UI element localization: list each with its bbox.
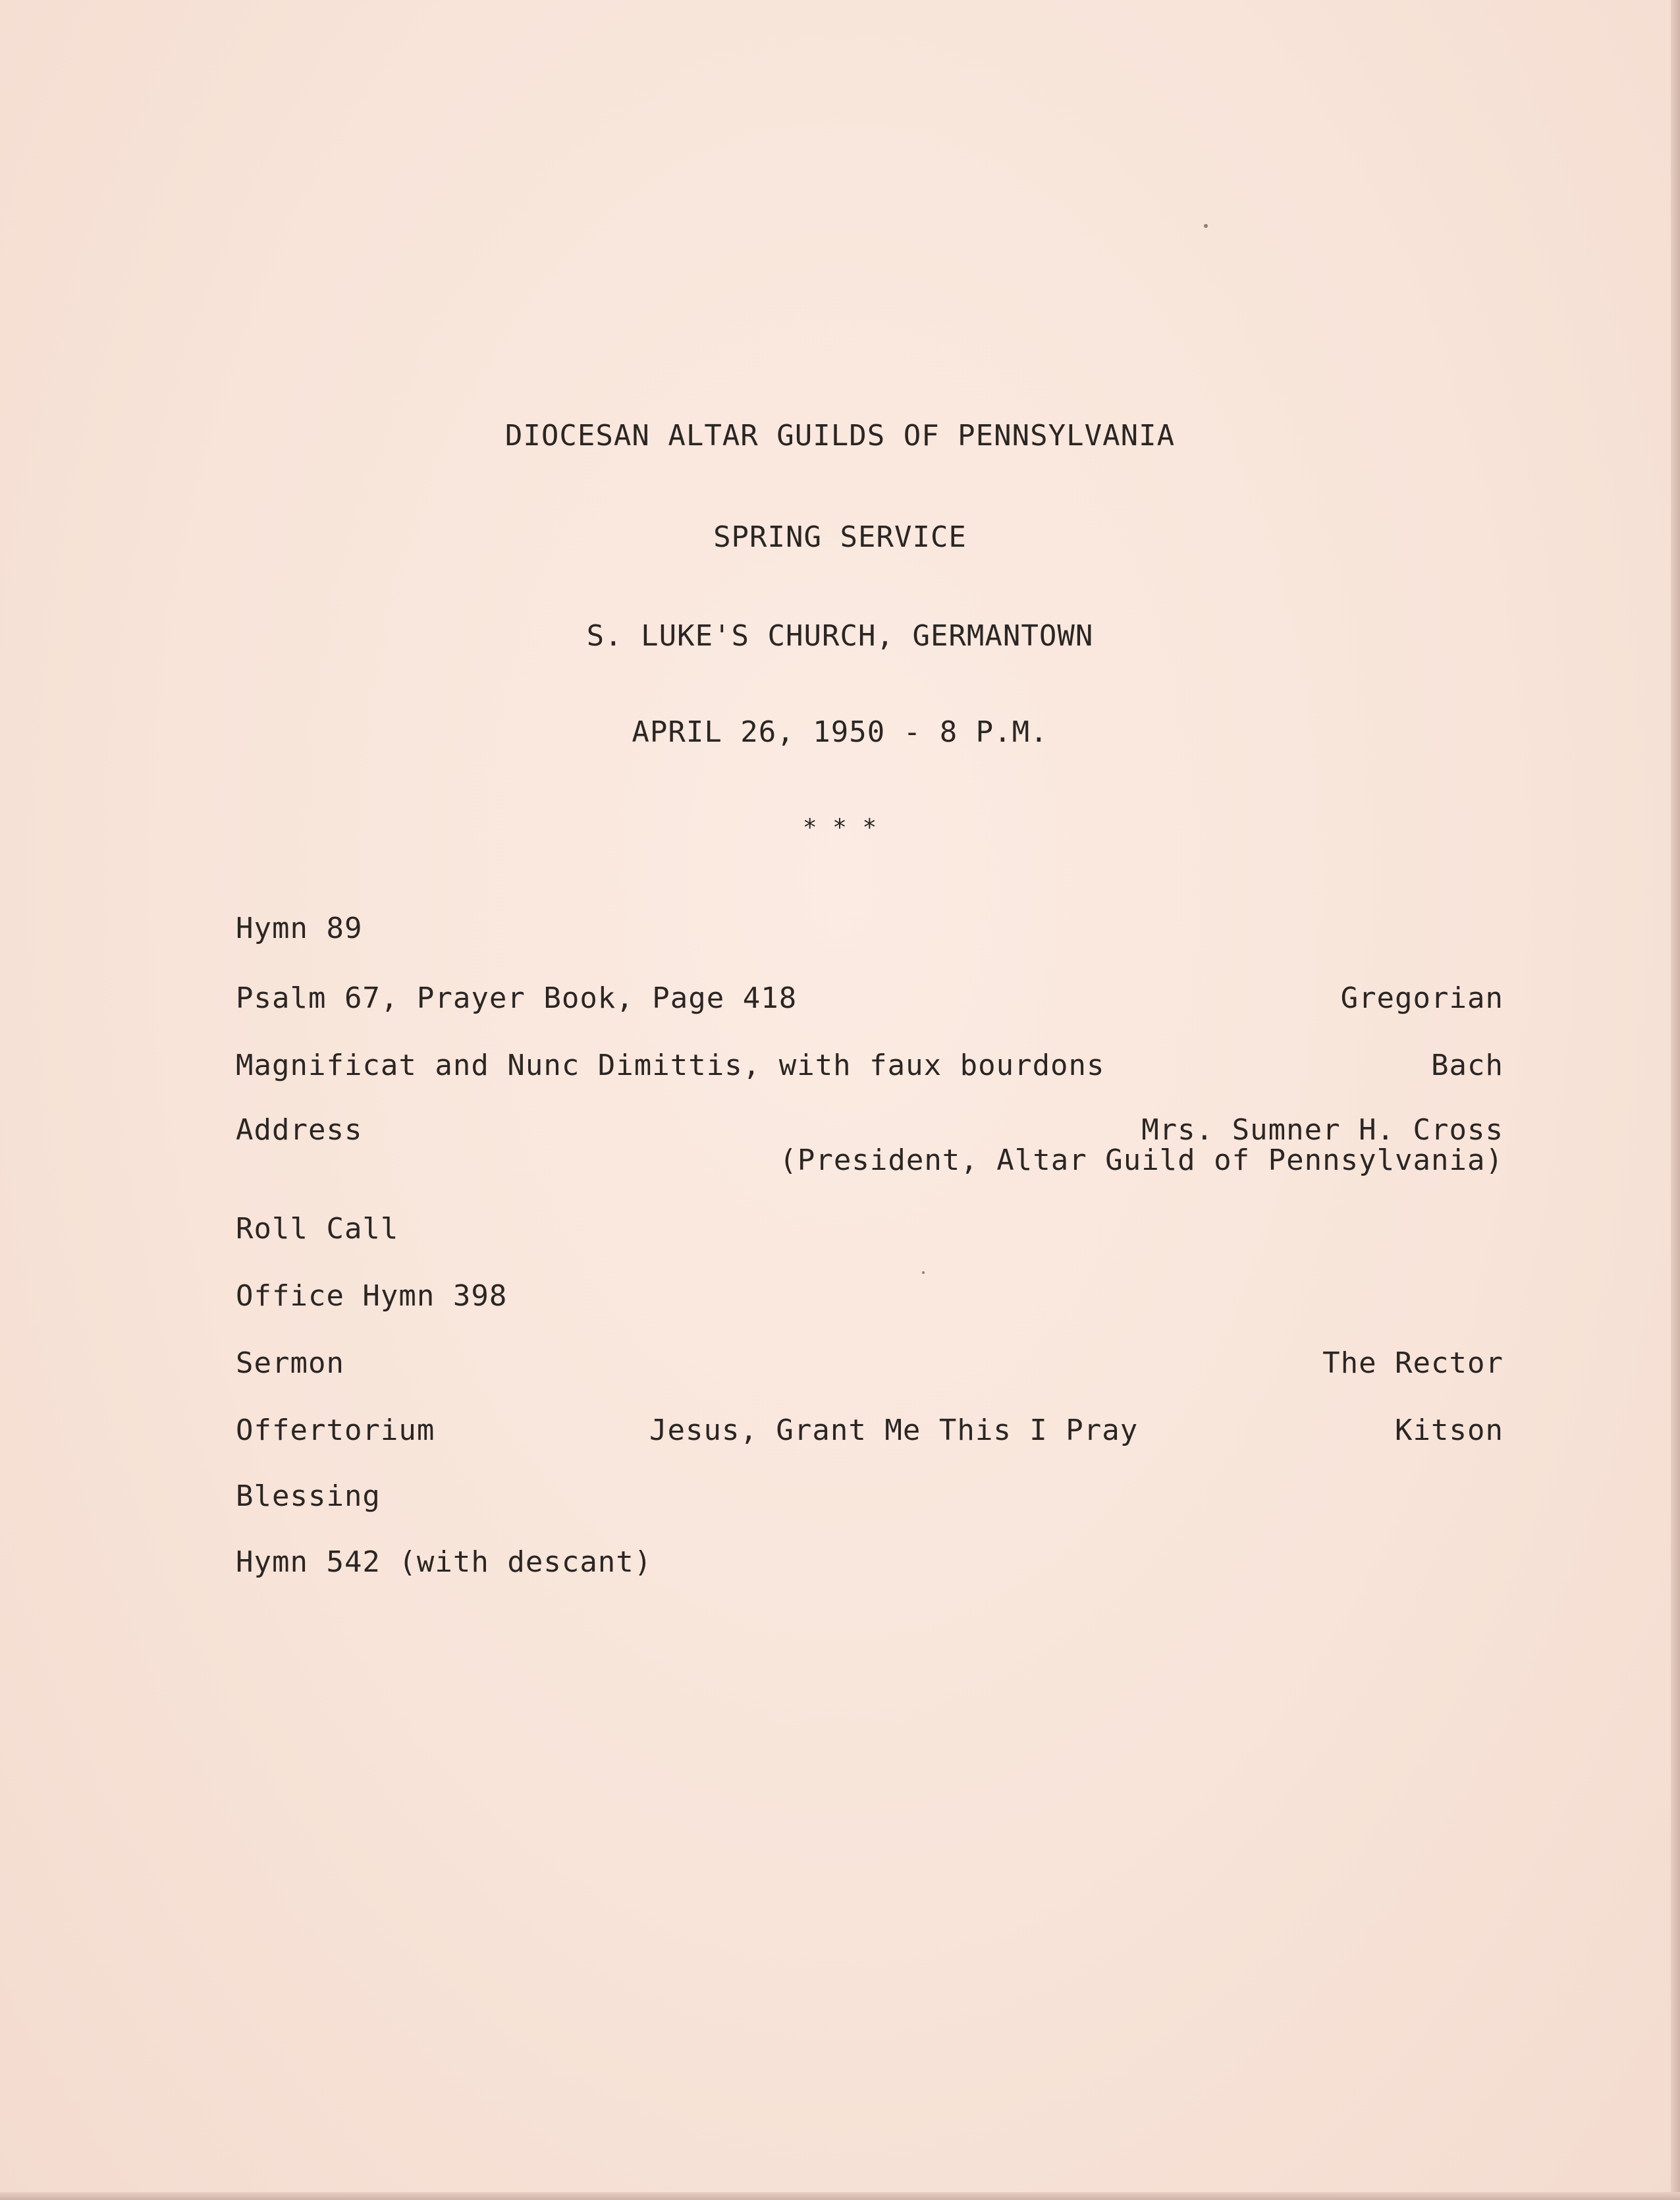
item-composer: Bach <box>1431 1049 1504 1082</box>
service-date: APRIL 26, 1950 - 8 P.M. <box>632 715 1048 749</box>
item-preacher: The Rector <box>1322 1346 1504 1380</box>
item-title: Office Hymn 398 <box>236 1279 508 1313</box>
item-title: Address <box>236 1113 363 1147</box>
program-item-psalm <box>236 981 1504 1021</box>
item-title: Psalm 67, Prayer Book, Page 418 <box>236 981 798 1015</box>
item-composer: Kitson <box>1395 1414 1504 1447</box>
item-title: Hymn 89 <box>236 912 363 945</box>
item-speaker-role: (President, Altar Guild of Pennsylvania) <box>779 1143 1504 1177</box>
program-item-magnificat <box>236 1049 1504 1088</box>
item-title: Sermon <box>236 1346 344 1380</box>
item-setting: Gregorian <box>1340 981 1504 1015</box>
item-title: Offertorium <box>236 1414 435 1447</box>
item-title: Hymn 542 (with descant) <box>236 1545 653 1579</box>
item-title: Roll Call <box>236 1212 399 1246</box>
item-title: Magnificat and Nunc Dimittis, with faux bourdons <box>236 1049 1105 1082</box>
paper-edge-bottom <box>0 2192 1680 2200</box>
program-item-blessing <box>236 1479 1504 1519</box>
divider-asterisks: * * * <box>802 814 878 841</box>
item-speaker: Mrs. Sumner H. Cross <box>1141 1113 1504 1147</box>
item-title: Blessing <box>236 1479 381 1513</box>
paper-speck <box>922 1271 925 1274</box>
org-title: DIOCESAN ALTAR GUILDS OF PENNSYLVANIA <box>504 419 1176 453</box>
program-item-hymn-89 <box>236 912 1504 951</box>
program-item-sermon <box>236 1346 1504 1386</box>
item-piece: Jesus, Grant Me This I Pray <box>649 1414 1139 1447</box>
paper-speck <box>1204 224 1208 228</box>
church-name: S. LUKE'S CHURCH, GERMANTOWN <box>586 619 1094 653</box>
paper-edge-right <box>1671 0 1680 2200</box>
program-item-offertorium <box>236 1414 1504 1453</box>
program-item-office-hymn <box>236 1279 1504 1319</box>
program-item-roll-call <box>236 1212 1504 1251</box>
service-title: SPRING SERVICE <box>713 520 967 554</box>
program-item-final-hymn <box>236 1545 1504 1585</box>
program-item-address <box>236 1113 1504 1186</box>
